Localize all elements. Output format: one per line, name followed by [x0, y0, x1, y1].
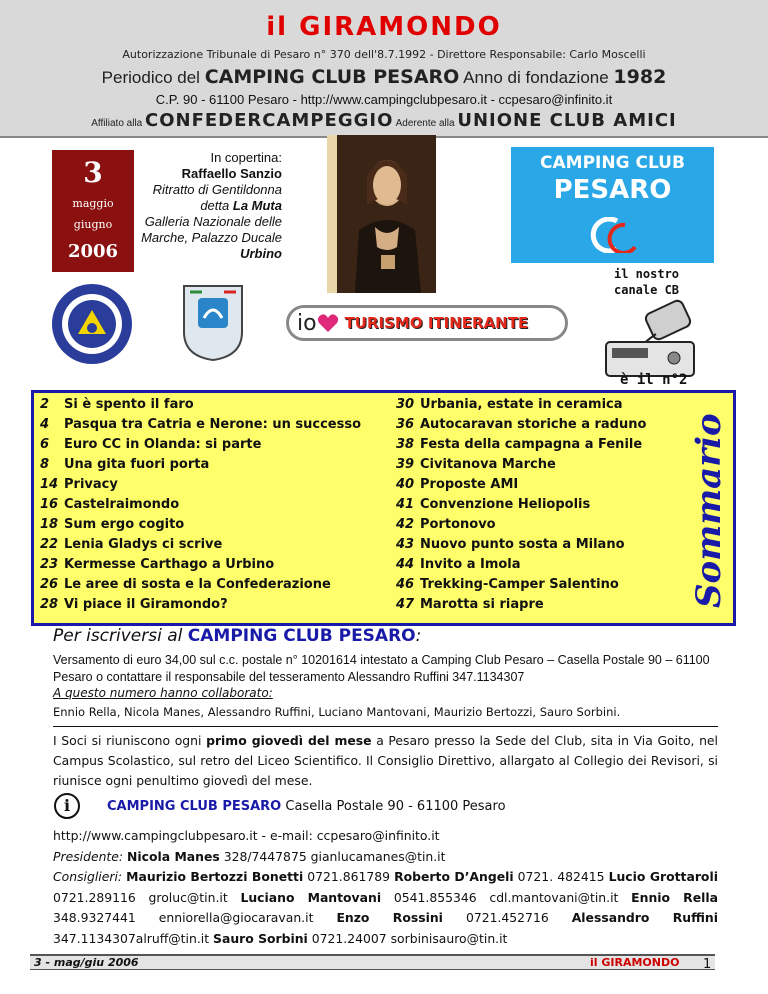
iscrizione-title [53, 626, 421, 646]
consigliere-name: Maurizio Bertozzi Bonetti [126, 869, 304, 884]
cover-portrait-image [327, 135, 436, 293]
cb-caption-line1: il nostro [614, 267, 680, 281]
confedercampeggio-badge-icon [50, 282, 134, 366]
divider [53, 726, 718, 727]
consiglieri-label: Consiglieri: [53, 869, 123, 884]
toc-page-number: 28 [40, 597, 59, 612]
toc-page-number: 39 [396, 457, 415, 472]
toc-page-number: 44 [396, 557, 415, 572]
toc-title: Vi piace il Giramondo? [64, 597, 228, 612]
page-footer [30, 954, 715, 970]
cb-caption-line2: canale CB [614, 283, 680, 297]
toc-page-number: 41 [396, 497, 415, 512]
toc-title: Una gita fuori porta [64, 457, 210, 472]
toc-title: Castelraimondo [64, 497, 180, 512]
toc-page-number: 43 [396, 537, 415, 552]
toc-item[interactable] [396, 435, 646, 455]
consigliere-contact: 347.1134307alruff@tin.it [53, 930, 210, 946]
address-line: C.P. 90 - 61100 Pesaro - http://www.campingclubpesaro.it - ccpesaro@infinito.it [155, 92, 613, 107]
logo-line1: CAMPING CLUB [540, 153, 685, 173]
toc-item[interactable] [396, 595, 646, 615]
consigliere-contact: 0541.855346 cdl.mantovani@tin.it [393, 889, 619, 905]
periodico-club: CAMPING CLUB PESARO [204, 66, 460, 88]
periodico-year: 1982 [613, 66, 667, 88]
info-club: CAMPING CLUB PESARO [107, 799, 282, 814]
info-address: Casella Postale 90 - 61100 Pesaro [285, 799, 506, 814]
iscrizione-title-suffix: : [415, 626, 422, 646]
toc-page-number: 42 [396, 517, 415, 532]
toc-item[interactable] [396, 535, 646, 555]
toc-item[interactable] [40, 475, 361, 495]
iscrizione-title-prefix: Per iscriversi al [53, 626, 183, 646]
toc-title: Invito a Imola [420, 557, 521, 572]
toc-page-number: 16 [40, 497, 59, 512]
toc-page-number: 6 [40, 437, 50, 452]
toc-item[interactable] [396, 455, 646, 475]
turismo-io: io [297, 310, 317, 336]
toc-column-left [40, 395, 361, 615]
cover-strip-title: il GIRAMONDO [327, 177, 337, 251]
toc-page-number: 30 [396, 397, 415, 412]
toc-title: Pasqua tra Catria e Nerone: un successo [64, 417, 362, 432]
consigliere-contact: 0721. 482415 [517, 869, 605, 884]
toc-title: Festa della campagna a Fenile [420, 437, 643, 452]
toc-item[interactable] [40, 555, 361, 575]
toc-page-number: 18 [40, 517, 59, 532]
iscrizione-text: Versamento di euro 34,00 sul c.c. postale n° 10201614 intestato a Camping Club Pesaro – Casella Postale 90 – 61100 Pesaro o contattare il responsabile del tesseramento Alessandro Ruffini 347.1134307 [53, 653, 710, 684]
authorization-line: Autorizzazione Tribunale di Pesaro n° 370 dell'8.7.1992 - Direttore Responsabile: Carlo Moscelli [122, 48, 646, 61]
toc-title: Portonovo [420, 517, 496, 532]
masthead [0, 0, 768, 138]
consigliere-contact: 348.9327441 enniorella@giocaravan.it [53, 910, 314, 925]
contacts-consiglieri [53, 867, 718, 949]
cover-caption-line6: Marche, Palazzo Ducale [141, 230, 282, 245]
toc-item[interactable] [396, 395, 646, 415]
turismo-text: TURISMO ITINERANTE [344, 314, 529, 332]
magazine-title: il GIRAMONDO [266, 12, 502, 42]
toc-item[interactable] [40, 455, 361, 475]
toc-title: Trekking-Camper Salentino [420, 577, 619, 592]
sommario-label: Sommario [689, 413, 729, 609]
toc-item[interactable] [40, 595, 361, 615]
cover-caption-artist: Raffaello Sanzio [181, 166, 282, 181]
periodico-anno: Anno di fondazione [463, 68, 609, 87]
affiliation-line [0, 110, 768, 131]
toc-title: Civitanova Marche [420, 457, 556, 472]
soci-paragraph [53, 731, 718, 791]
consigliere-name: Luciano Mantovani [240, 889, 382, 905]
toc-page-number: 4 [40, 417, 50, 432]
toc-title: Proposte AMI [420, 477, 519, 492]
toc-page-number: 47 [396, 597, 415, 612]
affiliato-label: Affiliato alla [91, 118, 143, 129]
toc-title: Lenia Gladys ci scrive [64, 537, 223, 552]
toc-item[interactable] [40, 435, 361, 455]
toc-item[interactable] [40, 575, 361, 595]
cover-caption-line4 [140, 198, 282, 214]
cover-caption-city: Urbino [240, 246, 282, 261]
toc-title: Autocaravan storiche a raduno [420, 417, 647, 432]
sommario-box [31, 390, 736, 626]
page-number: 1 [703, 957, 712, 972]
toc-title: Privacy [64, 477, 118, 492]
issue-number: 3 [83, 156, 103, 189]
cover-caption-line1: In copertina: [210, 150, 282, 165]
toc-title: Euro CC in Olanda: si parte [64, 437, 262, 452]
consigliere-contact: 0721.289116 groluc@tin.it [53, 889, 228, 905]
presidente-name: Nicola Manes [127, 848, 220, 864]
logo-line2: PESARO [553, 175, 672, 205]
toc-item[interactable] [396, 575, 646, 595]
aderente-name: UNIONE CLUB AMICI [457, 110, 677, 131]
footer-title: il GIRAMONDO [590, 956, 680, 969]
toc-item[interactable] [396, 495, 646, 515]
toc-page-number: 26 [40, 577, 59, 592]
contacts-presidente [53, 847, 718, 868]
cover-caption-detta: detta [200, 198, 230, 213]
toc-title: Nuovo punto sosta a Milano [420, 537, 625, 552]
toc-page-number: 14 [40, 477, 59, 492]
collaborators-title: A questo numero hanno collaborato: [53, 686, 273, 700]
consigliere-name: Lucio Grottaroli [608, 869, 718, 884]
turismo-itinerante-banner [286, 305, 568, 341]
info-line [107, 799, 506, 814]
cover-caption-title: La Muta [232, 198, 282, 213]
soci-part2: a Pesaro presso la Sede del Club, sita in Via Goito, nel Campus Scolastico, sul retro del Liceo Scientifico. Il Consiglio Direttivo, allargato al Collegio dei Revisori, si riunisce ogni penultimo giovedì del mese. [53, 733, 718, 788]
iscrizione-title-club: CAMPING CLUB PESARO [187, 626, 416, 646]
consigliere-contact: 0721.452716 [465, 910, 549, 925]
toc-page-number: 8 [40, 457, 50, 472]
consigliere-name: Roberto D’Angeli [394, 869, 514, 884]
toc-item[interactable] [40, 495, 361, 515]
contacts-web[interactable]: http://www.campingclubpesaro.it - e-mail: ccpesaro@infinito.it [53, 828, 440, 843]
presidente-contact: 328/7447875 gianlucamanes@tin.it [223, 848, 446, 864]
cover-caption [140, 150, 282, 262]
issue-month-2: giugno [73, 218, 113, 231]
issue-year: 2006 [67, 241, 119, 262]
issue-month-1: maggio [72, 197, 114, 210]
collaborators-names: Ennio Rella, Nicola Manes, Alessandro Ruffini, Luciano Mantovani, Maurizio Bertozzi, Sauro Sorbini. [53, 705, 621, 719]
toc-page-number: 23 [40, 557, 59, 572]
consigliere-contact: 0721.861789 [307, 869, 391, 884]
consigliere-name: Alessandro Ruffini [571, 910, 718, 925]
toc-item[interactable] [396, 515, 646, 535]
toc-item[interactable] [40, 515, 361, 535]
toc-title: Si è spento il faro [64, 397, 194, 412]
club-emblem-icon [583, 217, 643, 253]
consigliere-name: Enzo Rossini [336, 910, 443, 925]
footer-issue: 3 - mag/giu 2006 [34, 956, 139, 969]
toc-page-number: 40 [396, 477, 415, 492]
cb-issue-number: è il n°2 [620, 372, 688, 388]
issue-box [52, 150, 134, 272]
aderente-label: Aderente alla [395, 118, 455, 129]
portrait-illustration [337, 135, 436, 293]
toc-item[interactable] [396, 415, 646, 435]
presidente-label: Presidente: [53, 848, 124, 864]
toc-title: Marotta si riapre [420, 597, 544, 612]
info-icon: i [54, 793, 80, 819]
consigliere-name: Sauro Sorbini [213, 930, 308, 946]
contacts-block [53, 826, 718, 949]
toc-title: Urbania, estate in ceramica [420, 397, 623, 412]
toc-title: Sum ergo cogito [64, 517, 185, 532]
toc-item[interactable] [40, 415, 361, 435]
toc-item[interactable] [40, 535, 361, 555]
toc-item[interactable] [396, 555, 646, 575]
cover-caption-line5: Galleria Nazionale delle [144, 214, 282, 229]
consigliere-name: Ennio Rella [631, 889, 718, 905]
affiliato-name: CONFEDERCAMPEGGIO [145, 110, 394, 131]
toc-page-number: 2 [40, 397, 50, 412]
toc-page-number: 22 [40, 537, 59, 552]
toc-page-number: 46 [396, 577, 415, 592]
soci-part1: I Soci si riuniscono ogni [53, 733, 202, 748]
cover-caption-work: Ritratto di Gentildonna [152, 182, 282, 197]
toc-page-number: 38 [396, 437, 415, 452]
soci-bold: primo giovedì del mese [206, 733, 372, 748]
heart-icon [317, 313, 339, 333]
toc-column-right [396, 395, 646, 615]
toc-item[interactable] [396, 475, 646, 495]
toc-title: Convenzione Heliopolis [420, 497, 591, 512]
consigliere-contact: 0721.24007 sorbinisauro@tin.it [311, 930, 508, 946]
toc-page-number: 36 [396, 417, 415, 432]
periodico-line [0, 66, 768, 88]
toc-title: Le aree di sosta e la Confederazione [64, 577, 331, 592]
toc-title: Kermesse Carthago a Urbino [64, 557, 275, 572]
toc-item[interactable] [40, 395, 361, 415]
camping-club-pesaro-logo [511, 147, 714, 263]
periodico-prefix: Periodico del [101, 68, 200, 87]
unione-club-amici-badge-icon [180, 282, 246, 362]
cb-channel-caption [614, 266, 679, 298]
